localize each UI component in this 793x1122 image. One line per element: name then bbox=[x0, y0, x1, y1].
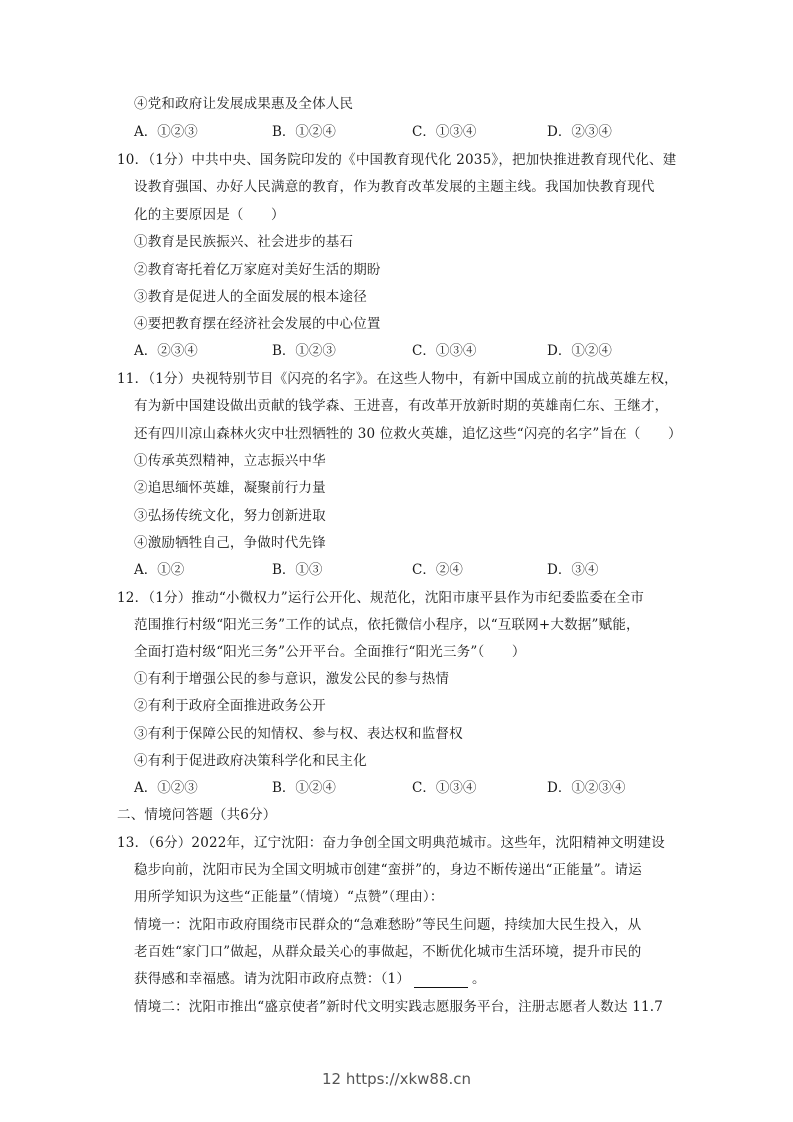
q11-item-4: ④激励牺牲自己，争做时代先锋 bbox=[134, 535, 326, 551]
answer-blank-1[interactable] bbox=[414, 973, 468, 988]
q12-option-c: C．①③④ bbox=[412, 780, 477, 796]
q13-scenario-1-prompt: 获得感和幸福感。请为沈阳市政府点赞：（1） bbox=[134, 971, 411, 987]
q10-item-3: ③教育是促进人的全面发展的根本途径 bbox=[134, 289, 367, 305]
q12-stem-line-3: 全面打造村级“阳光三务”公开平台。全面推行“阳光三务”（ ） bbox=[134, 644, 526, 660]
q13-scenario-1-end: 。 bbox=[472, 971, 486, 987]
q10-item-2: ②教育寄托着亿万家庭对美好生活的期盼 bbox=[134, 262, 381, 278]
q10-stem-line-1: 10．（1分）中共中央、国务院印发的《中国教育现代化 2035》，把加快推进教育现代化、建 bbox=[117, 152, 677, 168]
q11-option-a: A．①② bbox=[134, 562, 185, 578]
q12-item-2: ②有利于政府全面推进政务公开 bbox=[134, 698, 326, 714]
q11-item-3: ③弘扬传统文化，努力创新进取 bbox=[134, 508, 326, 524]
q13-stem-line-1: 13．（6分）2022年，辽宁沈阳：奋力争创全国文明典范城市。这些年，沈阳精神文明建设 bbox=[117, 835, 665, 851]
q10-stem-line-3: 化的主要原因是（ ） bbox=[134, 207, 285, 223]
q11-item-1: ①传承英烈精神，立志振兴中华 bbox=[134, 453, 326, 469]
q10-item-1: ①教育是民族振兴、社会进步的基石 bbox=[134, 234, 354, 250]
q11-option-d: D．③④ bbox=[547, 562, 599, 578]
q12-option-d: D．①②③④ bbox=[547, 780, 626, 796]
q11-stem-line-1: 11．（1分）央视特别节目《闪亮的名字》。在这些人物中，有新中国成立前的抗战英雄左权， bbox=[117, 371, 678, 387]
q11-stem-line-3: 还有四川凉山森林火灾中壮烈牺牲的 30 位救火英雄，追忆这些“闪亮的名字”旨在（ ） bbox=[134, 426, 682, 442]
q9-option-b: B．①②④ bbox=[272, 124, 336, 140]
q12-stem-line-1: 12．（1分）推动“小微权力”运行公开化、规范化，沈阳市康平县作为市纪委监委在全市 bbox=[117, 590, 645, 606]
q12-item-1: ①有利于增强公民的参与意识，激发公民的参与热情 bbox=[134, 671, 450, 687]
q10-option-b: B．①②③ bbox=[272, 343, 336, 359]
q9-option-a: A．①②③ bbox=[134, 124, 198, 140]
q12-option-a: A．①②③ bbox=[134, 780, 198, 796]
q10-stem-line-2: 设教育强国、办好人民满意的教育，作为教育改革发展的主题主线。我国加快教育现代 bbox=[134, 179, 655, 195]
q9-option-c: C．①③④ bbox=[412, 124, 477, 140]
q12-item-4: ④有利于促进政府决策科学化和民主化 bbox=[134, 753, 367, 769]
q11-option-c: C．②④ bbox=[412, 562, 463, 578]
q10-option-c: C．①③④ bbox=[412, 343, 477, 359]
q10-option-a: A．②③④ bbox=[134, 343, 198, 359]
q13-stem-line-3: 用所学知识为这些“正能量”（情境）“点赞”（理由）： bbox=[134, 889, 444, 905]
q13-stem-line-2: 稳步向前，沈阳市民为全国文明城市创建“蛮拼”的，身边不断传递出“正能量”。请运 bbox=[134, 862, 642, 878]
q10-option-d: D．①②④ bbox=[547, 343, 612, 359]
q13-scenario-2-line-1: 情境二：沈阳市推出“盛京使者”新时代文明实践志愿服务平台，注册志愿者人数达 11.7 bbox=[134, 999, 664, 1015]
q12-option-b: B．①②④ bbox=[272, 780, 336, 796]
page-footer: 12 https://xkw88.cn bbox=[321, 1070, 472, 1088]
q13-scenario-1-line-2: 老百姓“家门口”做起，从群众最关心的事做起，不断优化城市生活环境，提升市民的 bbox=[134, 944, 642, 960]
q9-item-4: ④党和政府让发展成果惠及全体人民 bbox=[134, 96, 354, 112]
section-2-title: 二、情境问答题（共6分） bbox=[117, 807, 277, 823]
q9-option-d: D．②③④ bbox=[547, 124, 612, 140]
q10-item-4: ④要把教育摆在经济社会发展的中心位置 bbox=[134, 316, 381, 332]
q11-stem-line-2: 有为新中国建设做出贡献的钱学森、王进喜，有改革开放新时期的英雄南仁东、王继才， bbox=[134, 398, 669, 414]
q12-item-3: ③有利于保障公民的知情权、参与权、表达权和监督权 bbox=[134, 726, 463, 742]
q12-stem-line-2: 范围推行村级“阳光三务”工作的试点，依托微信小程序，以“互联网+大数据”赋能， bbox=[134, 617, 640, 633]
q13-scenario-1-line-1: 情境一：沈阳市政府围绕市民群众的“急难愁盼”等民生问题，持续加大民生投入，从 bbox=[134, 917, 642, 933]
q13-scenario-1-line-3 bbox=[134, 970, 486, 988]
q11-item-2: ②追思缅怀英雄，凝聚前行力量 bbox=[134, 480, 326, 496]
q11-option-b: B．①③ bbox=[272, 562, 323, 578]
